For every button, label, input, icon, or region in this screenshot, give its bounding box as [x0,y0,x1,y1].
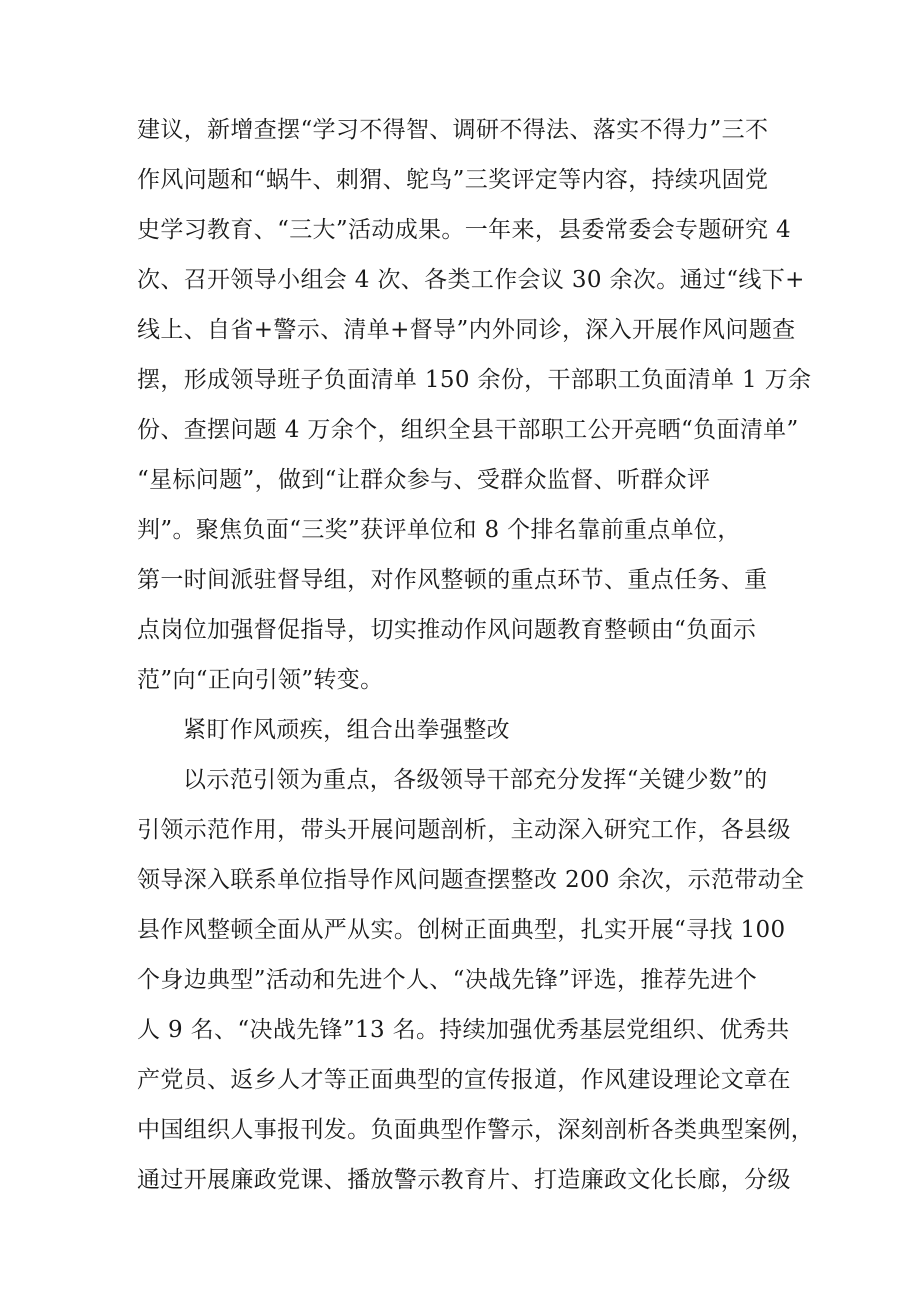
paragraph-1-line: 份、查摆问题 4 万余个，组织全县干部职工公开亮晒“负面清单” [137,417,799,443]
paragraph-2-line: 通过开展廉政党课、播放警示教育片、打造廉政文化长廊，分级 [137,1167,791,1193]
paragraph-2-line: 产党员、返乡人才等正面典型的宣传报道，作风建设理论文章在 [137,1067,791,1093]
paragraph-1-line: 史学习教育、“三大”活动成果。一年来，县委常委会专题研究 4 [137,217,791,243]
paragraph-1-line: 作风问题和“蜗牛、刺猬、鸵鸟”三奖评定等内容，持续巩固党 [137,167,769,193]
paragraph-1-line: 判”。聚焦负面“三奖”获评单位和 8 个排名靠前重点单位， [137,517,741,543]
paragraph-1-line: “星标问题”，做到“让群众参与、受群众监督、听群众评 [137,467,711,493]
paragraph-1-line: 线上、自省+警示、清单+督导”内外同诊，深入开展作风问题查 [137,317,796,343]
paragraph-1-line: 摆，形成领导班子负面清单 150 余份，干部职工负面清单 1 万余 [137,367,812,393]
paragraph-2-line: 以示范引领为重点，各级领导干部充分发挥“关键少数”的 [183,767,768,793]
paragraph-2-line: 领导深入联系单位指导作风问题查摆整改 200 余次，示范带动全 [137,867,805,893]
paragraph-1-line: 范”向“正向引领”转变。 [137,667,384,693]
paragraph-1-line: 点岗位加强督促指导，切实推动作风问题教育整顿由“负面示 [137,617,757,643]
section-heading: 紧盯作风顽疾，组合出拳强整改 [183,717,510,743]
paragraph-2-line: 县作风整顿全面从严从实。创树正面典型，扎实开展“寻找 100 [137,917,786,943]
paragraph-1-line: 第一时间派驻督导组，对作风整顿的重点环节、重点任务、重 [137,567,768,593]
paragraph-2-line: 人 9 名、“决战先锋”13 名。持续加强优秀基层党组织、优秀共 [137,1017,790,1043]
paragraph-1-line: 建议，新增查摆“学习不得智、调研不得法、落实不得力”三不 [137,117,769,143]
paragraph-2-line: 个身边典型”活动和先进个人、“决战先锋”评选，推荐先进个 [137,967,758,993]
paragraph-2-line: 中国组织人事报刊发。负面典型作警示，深刻剖析各类典型案例， [137,1117,815,1143]
paragraph-2-line: 引领示范作用，带头开展问题剖析，主动深入研究工作，各县级 [137,817,791,843]
paragraph-1-line: 次、召开领导小组会 4 次、各类工作会议 30 余次。通过“线下+ [137,267,805,293]
